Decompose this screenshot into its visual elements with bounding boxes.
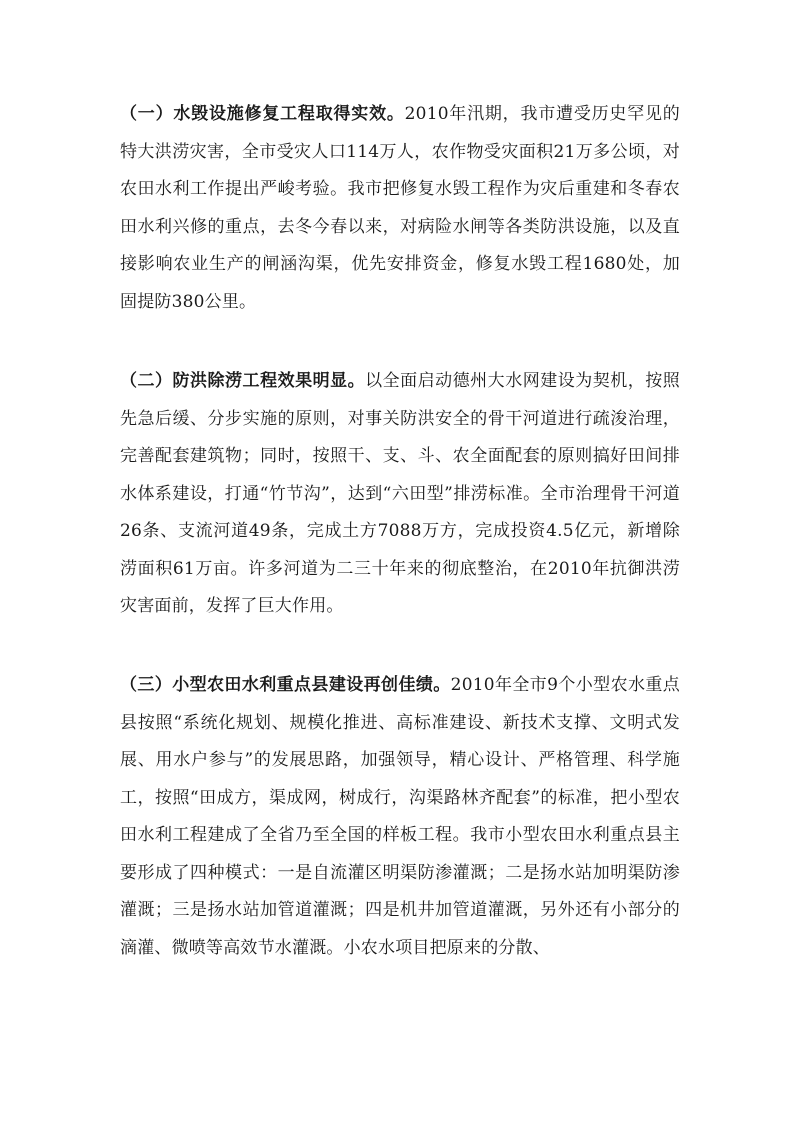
paragraph-heading: （二）防洪除涝工程效果明显。: [120, 371, 366, 391]
paragraph-heading: （一）水毁设施修复工程取得实效。: [120, 104, 405, 124]
paragraph-flood-control-drainage: [120, 363, 680, 626]
paragraph-heading: （三）小型农田水利重点县建设再创佳绩。: [120, 675, 451, 695]
paragraph-body: 2010年汛期，我市遭受历史罕见的特大洪涝灾害，全市受灾人口114万人，农作物受灾面积21万多公顷，对农田水利工作提出严峻考验。我市把修复水毁工程作为灾后重建和冬春农田水利兴修的重点，去冬今春以来，对病险水闸等各类防洪设施，以及直接影响农业生产的闸涵沟渠，优先安排资金，修复水毁工程1680处，加固提防380公里。: [120, 104, 680, 312]
paragraph-flood-damage-repair: [120, 96, 680, 321]
paragraph-body: 以全面启动德州大水网建设为契机，按照先急后缓、分步实施的原则，对事关防洪安全的骨干河道进行疏浚治理，完善配套建筑物；同时，按照干、支、斗、农全面配套的原则搞好田间排水体系建设，打通“竹节沟”，达到“六田型”排涝标准。全市治理骨干河道26条、支流河道49条，完成土方7088万方，完成投资4.5亿元，新增除涝面积61万亩。许多河道为二三十年来的彻底整治，在2010年抗御洪涝灾害面前，发挥了巨大作用。: [120, 371, 680, 616]
paragraph-small-irrigation-counties: [120, 667, 680, 967]
paragraph-body: 2010年全市9个小型农水重点县按照“系统化规划、规模化推进、高标准建设、新技术支撑、文明式发展、用水户参与”的发展思路，加强领导，精心设计、严格管理、科学施工，按照“田成方，渠成网，树成行，沟渠路林齐配套”的标准，把小型农田水利工程建成了全省乃至全国的样板工程。我市小型农田水利重点县主要形成了四种模式：一是自流灌区明渠防渗灌溉；二是扬水站加明渠防渗灌溉；三是扬水站加管道灌溉；四是机井加管道灌溉，另外还有小部分的滴灌、微喷等高效节水灌溉。小农水项目把原来的分散、: [120, 675, 680, 958]
